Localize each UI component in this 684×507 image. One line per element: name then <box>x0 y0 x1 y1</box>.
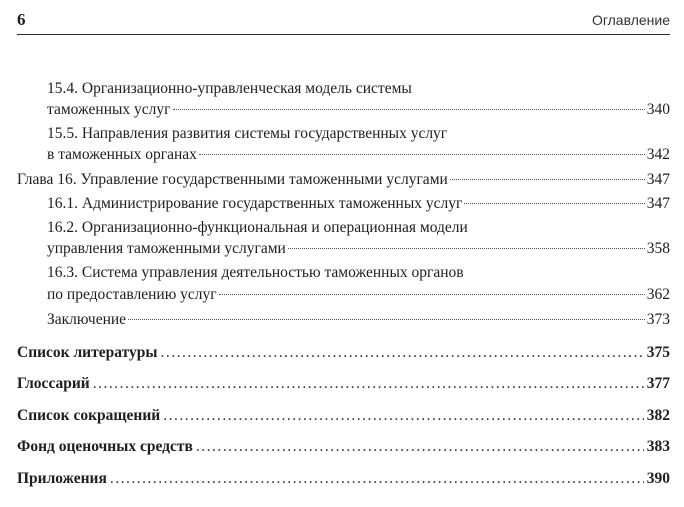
dot-leader <box>288 248 645 249</box>
toc-entry-chapter-16 <box>17 170 670 190</box>
toc-entry-appendices-title: Приложения <box>17 470 107 487</box>
page-number: 6 <box>17 10 26 29</box>
dot-leader <box>110 469 644 489</box>
toc-entry-references-page: 375 <box>646 344 670 361</box>
toc-entry-chapter-16-title: Глава 16. Управление государственными таможенными услугами <box>17 171 448 188</box>
toc-entry-16-3-line2: по предоставлению услуг <box>47 286 217 303</box>
dot-leader <box>199 154 645 155</box>
toc-entry-abbreviations-title: Список сокращений <box>17 407 161 424</box>
dot-leader <box>173 109 645 110</box>
toc-entry-16-1-title: 16.1. Администрирование государственных таможенных услуг <box>47 195 463 212</box>
toc-entry-assessment-title: Фонд оценочных средств <box>17 438 193 455</box>
toc-entry-glossary-page: 377 <box>646 375 670 392</box>
dot-leader <box>163 406 644 426</box>
toc-entry-appendices-page: 390 <box>646 470 670 487</box>
toc-entry-references <box>17 343 670 363</box>
toc-entry-15-5-line2: в таможенных органах <box>47 146 197 163</box>
toc-entry-16-2 <box>47 239 670 259</box>
toc-entry-assessment-page: 383 <box>646 438 670 455</box>
toc-entry-15-4 <box>47 100 670 120</box>
toc-entry-appendices <box>17 469 670 489</box>
toc-entry-abbreviations <box>17 406 670 426</box>
toc-entry-conclusion-title: Заключение <box>47 311 127 328</box>
running-head: Оглавление <box>591 12 670 28</box>
toc-entry-15-4-line1: 15.4. Организационно-управленческая модель системы <box>47 80 412 97</box>
toc-entry-16-3 <box>47 285 670 305</box>
toc-entry-references-title: Список литературы <box>17 344 158 361</box>
toc-entry-16-3-page: 362 <box>646 286 670 303</box>
dot-leader <box>450 179 645 180</box>
toc-entry-glossary <box>17 374 670 394</box>
toc-entry-16-2-line2: управления таможенными услугами <box>47 240 286 257</box>
toc-entry-16-1 <box>47 194 670 214</box>
dot-leader <box>464 203 644 204</box>
toc-entry-assessment <box>17 437 670 457</box>
toc-entry-15-5-page: 342 <box>646 146 670 163</box>
dot-leader <box>219 294 645 295</box>
toc-entry-16-3-line1: 16.3. Система управления деятельностью таможенных органов <box>47 264 464 281</box>
toc-entry-15-4-line2: таможенных услуг <box>47 101 171 118</box>
page-header <box>17 10 670 35</box>
toc-entry-chapter-16-page: 347 <box>646 171 670 188</box>
toc-entry-abbreviations-page: 382 <box>646 407 670 424</box>
dot-leader <box>128 319 645 320</box>
toc-entry-16-2-line1: 16.2. Организационно-функциональная и операционная модели <box>47 219 468 236</box>
dot-leader <box>196 437 644 457</box>
toc-entry-15-5 <box>47 145 670 165</box>
toc-entry-15-4-page: 340 <box>646 101 670 118</box>
dot-leader <box>160 343 643 363</box>
toc-entry-conclusion <box>47 310 670 330</box>
toc-entry-conclusion-page: 373 <box>646 311 670 328</box>
toc-entry-16-1-page: 347 <box>646 195 670 212</box>
toc-entry-glossary-title: Глоссарий <box>17 375 90 392</box>
dot-leader <box>93 374 644 394</box>
toc-entry-16-2-page: 358 <box>646 240 670 257</box>
toc-entry-15-5-line1: 15.5. Направления развития системы государственных услуг <box>47 125 448 142</box>
